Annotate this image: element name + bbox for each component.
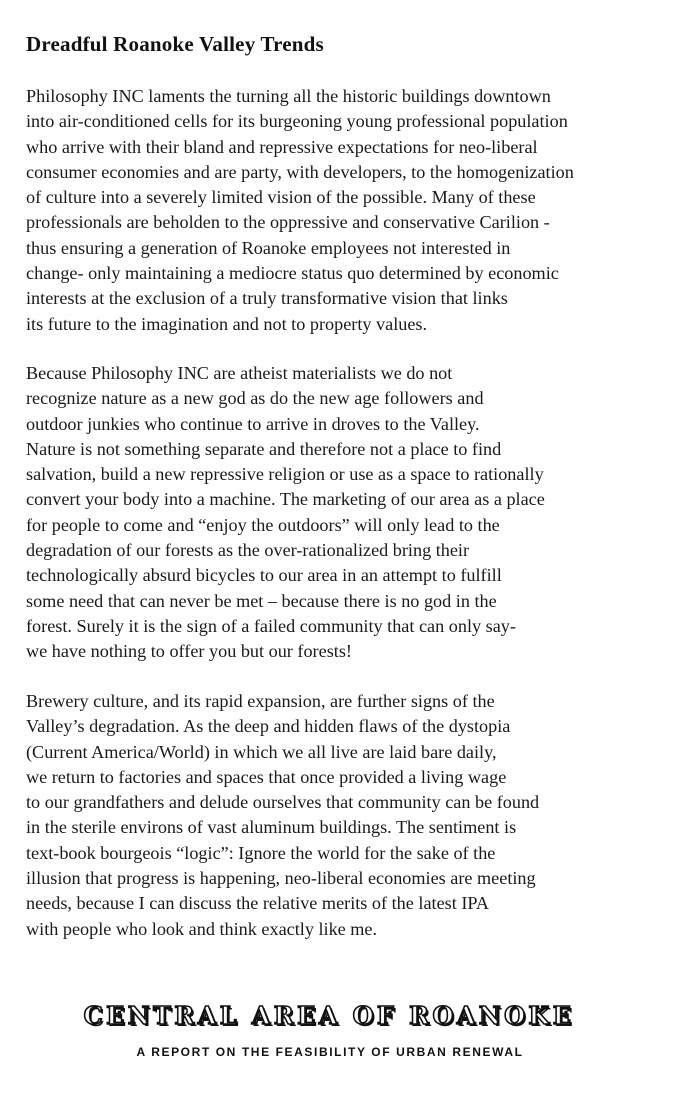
paragraph-line: we have nothing to offer you but our forests!: [26, 641, 352, 662]
paragraph-line: consumer economies and are party, with developers, to the homogenization: [26, 161, 574, 182]
paragraph-line: technologically absurd bicycles to our area in an attempt to fulfill: [26, 565, 502, 586]
report-title: CENTRAL AREA OF ROANOKE: [83, 1001, 575, 1030]
paragraph-line: needs, because I can discuss the relative merits of the latest IPA: [26, 893, 489, 914]
paragraph-line: salvation, build a new repressive religion or use as a space to rationally: [26, 464, 544, 485]
paragraph-line: some need that can never be met – because there is no god in the: [26, 590, 497, 611]
document-title: Dreadful Roanoke Valley Trends: [26, 32, 324, 56]
paragraph-line: degradation of our forests as the over-rationalized bring their: [26, 540, 470, 561]
paragraph-line: Because Philosophy INC are atheist materialists we do not: [26, 363, 453, 383]
paragraph-line: thus ensuring a generation of Roanoke employees not interested in: [26, 237, 511, 258]
paragraph-line: text-book bourgeois “logic”: Ignore the world for the sake of the: [26, 842, 496, 863]
paragraph-line: Nature is not something separate and therefore not a place to find: [26, 438, 502, 459]
paragraph-line: into air-conditioned cells for its burgeoning young professional population: [26, 111, 568, 132]
paragraph-line: recognize nature as a new god as do the new age followers and: [26, 388, 484, 409]
paragraph-line: in the sterile environs of vast aluminum buildings. The sentiment is: [26, 817, 517, 838]
paragraph-line: change- only maintaining a mediocre status quo determined by economic: [26, 263, 559, 284]
paragraph-line: outdoor junkies who continue to arrive in droves to the Valley.: [26, 413, 480, 434]
paragraph-line: of culture into a severely limited vision of the possible. Many of these: [26, 187, 536, 208]
paragraph-line: for people to come and “enjoy the outdoors” will only lead to the: [26, 514, 500, 535]
paragraph-line: Valley’s degradation. As the deep and hidden flaws of the dystopia: [26, 716, 511, 737]
paragraph-1: [26, 84, 686, 337]
paragraph-line: with people who look and think exactly like me.: [26, 918, 378, 939]
paragraph-2: [26, 361, 686, 665]
paragraph-line: interests at the exclusion of a truly transformative vision that links: [26, 288, 508, 309]
report-masthead: [0, 995, 700, 1075]
paragraph-line: Brewery culture, and its rapid expansion, are further signs of the: [26, 691, 495, 711]
paragraph-line: Philosophy INC laments the turning all the historic buildings downtown: [26, 86, 551, 106]
paragraph-line: who arrive with their bland and repressive expectations for neo-liberal: [26, 136, 538, 157]
paragraph-line: to our grandfathers and delude ourselves that community can be found: [26, 792, 540, 813]
paragraph-line: professionals are beholden to the oppressive and conservative Carilion -: [26, 212, 550, 233]
paragraph-line: convert your body into a machine. The marketing of our area as a place: [26, 489, 545, 510]
paragraph-line: forest. Surely it is the sign of a failed community that can only say-: [26, 615, 516, 636]
paragraph-line: we return to factories and spaces that once provided a living wage: [26, 766, 507, 787]
paragraph-line: its future to the imagination and not to property values.: [26, 313, 428, 334]
paragraph-line: (Current America/World) in which we all live are laid bare daily,: [26, 741, 497, 762]
paragraph-3: [26, 689, 686, 942]
paragraph-line: illusion that progress is happening, neo-liberal economies are meeting: [26, 868, 536, 889]
report-subtitle: A REPORT ON THE FEASIBILITY OF URBAN RENEWAL: [136, 1045, 524, 1059]
